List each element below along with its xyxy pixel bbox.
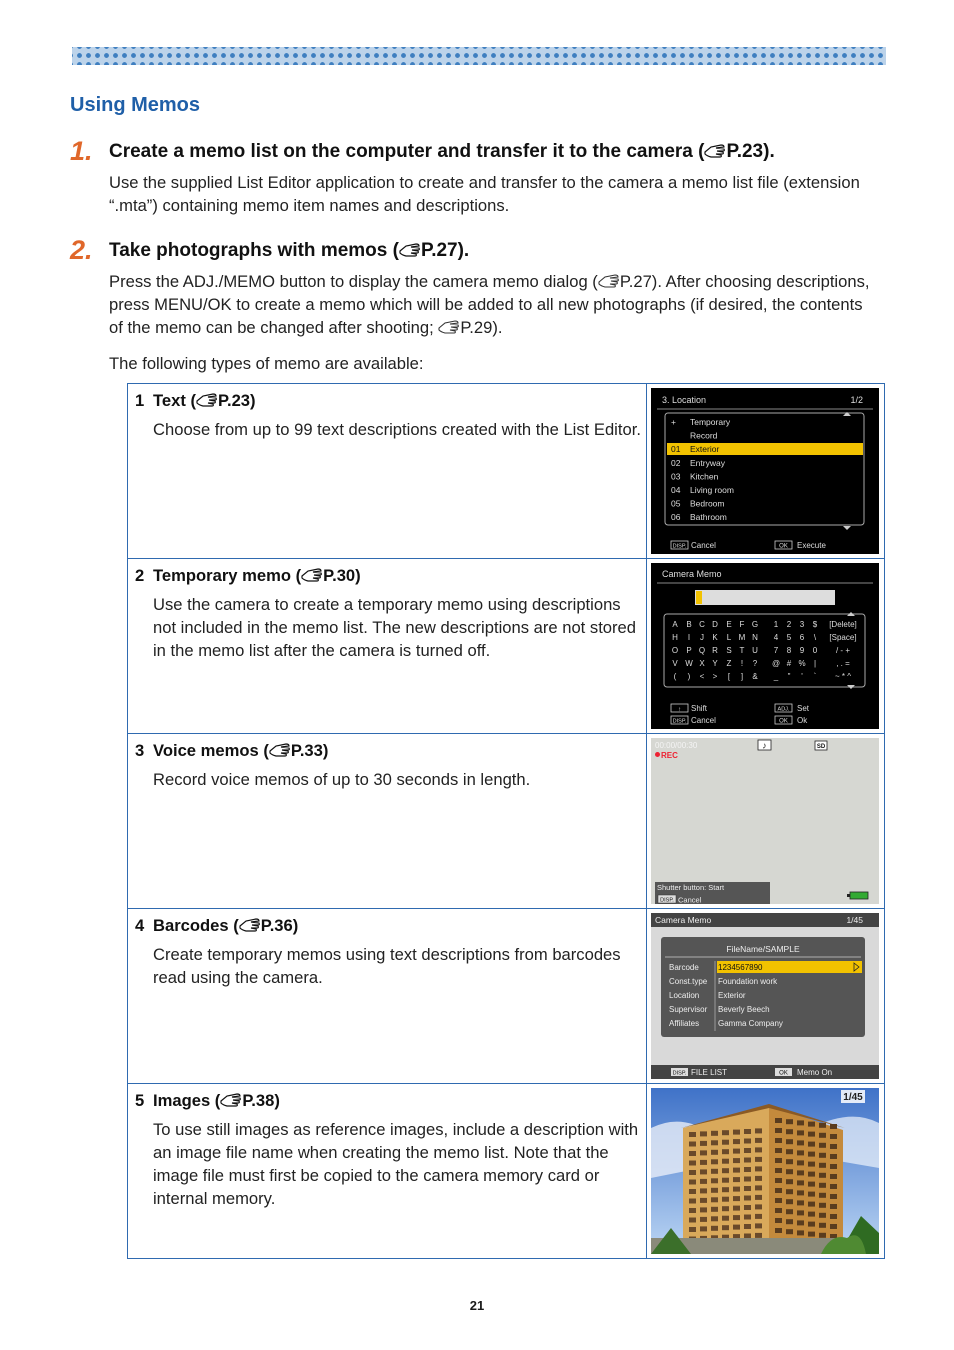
keyboard-key[interactable]: \ <box>814 633 817 642</box>
page-number: 21 <box>469 1298 485 1313</box>
memo-type-heading: 5 Images ( P.38) <box>135 1091 280 1110</box>
ok-label: Ok <box>797 716 808 725</box>
keyboard-key[interactable]: C <box>699 620 706 629</box>
memo-types-table <box>127 383 885 1259</box>
keyboard-key[interactable]: 4 <box>774 633 779 642</box>
memo-field-value[interactable]: Gamma Company <box>718 1019 784 1028</box>
reference-hand-icon <box>239 917 261 933</box>
cancel-label: Cancel <box>678 895 702 904</box>
screen-title: 3. Location <box>662 395 707 405</box>
image-counter: 1/45 <box>843 1092 864 1103</box>
memo-on-label: Memo On <box>797 1068 833 1077</box>
keyboard-key[interactable]: ] <box>741 672 744 681</box>
keyboard-key[interactable]: U <box>752 646 759 655</box>
text-cursor <box>696 591 702 604</box>
keyboard-key[interactable]: G <box>752 620 759 629</box>
reference-hand-icon <box>399 242 421 258</box>
keyboard-key[interactable]: W <box>685 659 694 668</box>
keyboard-key[interactable]: , . = <box>836 659 851 668</box>
keyboard-key[interactable]: 7 <box>774 646 779 655</box>
keyboard-key[interactable]: @ <box>772 659 781 668</box>
svg-text:DISP.: DISP. <box>660 897 675 904</box>
svg-text:OK: OK <box>779 543 789 550</box>
battery-icon <box>850 892 868 899</box>
memo-type-description: Choose from up to 99 text descriptions created with the List Editor. <box>153 420 641 439</box>
svg-text:♪: ♪ <box>762 740 768 751</box>
rec-indicator-icon <box>655 752 660 757</box>
memo-type-description: To use still images as reference images, include a description with an image file name when creating the memo list. Note that the image file must first be copied to the camera memory card or internal memory. <box>153 1120 639 1208</box>
memo-field-value[interactable]: Foundation work <box>718 977 778 986</box>
keyboard-key[interactable]: / - + <box>836 646 851 655</box>
reference-hand-icon <box>598 272 620 288</box>
keyboard-key[interactable]: 5 <box>787 633 792 642</box>
keyboard-key[interactable]: ! <box>741 659 744 668</box>
keyboard-key[interactable]: F <box>739 620 745 629</box>
svg-text:DISP.: DISP. <box>672 543 687 550</box>
memo-field-label: Supervisor <box>669 1005 708 1014</box>
shutter-hint: Shutter button: Start <box>657 883 725 892</box>
keyboard-key[interactable]: T <box>739 646 745 655</box>
list-item[interactable]: Exterior <box>690 444 720 455</box>
keyboard-key[interactable]: 1 <box>774 620 779 629</box>
keyboard-key[interactable]: E <box>726 620 732 629</box>
keyboard-key[interactable]: L <box>727 633 732 642</box>
memo-field-label: Location <box>669 991 700 1000</box>
reference-hand-icon <box>269 742 291 758</box>
memo-type-heading: 1 Text ( P.23) <box>135 391 256 410</box>
keyboard-key[interactable]: [Delete] <box>829 620 858 629</box>
step-1-body: Use the supplied List Editor application to create and transfer to the camera a memo list file (extension “.mta”) containing memo item names and descriptions. <box>109 173 860 215</box>
memo-type-description: Record voice memos of up to 30 seconds in length. <box>153 770 531 789</box>
step-2-number: 2. <box>70 235 93 265</box>
keyboard-key[interactable]: & <box>752 672 758 681</box>
screen-page-counter: 1/2 <box>850 395 864 405</box>
step-1-heading: Create a memo list on the computer and transfer it to the camera ( P.23). <box>109 141 775 162</box>
memo-field-label: Const.type <box>669 977 708 986</box>
memo-field-value[interactable]: 1234567890 <box>718 963 763 972</box>
memo-type-description: Use the camera to create a temporary memo using descriptions not included in the memo list. The new descriptions are not stored in the memo list after the camera is turned off. <box>153 595 637 660</box>
barcode-memo-screen <box>651 913 879 1079</box>
memo-types-intro: The following types of memo are available: <box>109 354 424 373</box>
keyboard-key[interactable]: X <box>699 659 705 668</box>
keyboard-key[interactable]: ' <box>801 672 804 681</box>
list-item-key[interactable]: 03 <box>671 471 681 482</box>
keyboard-key[interactable]: 8 <box>787 646 792 655</box>
keyboard-key[interactable]: " <box>787 672 791 681</box>
keyboard-key[interactable]: ) <box>687 672 691 681</box>
keyboard-key[interactable]: ? <box>753 659 758 668</box>
set-label: Set <box>797 704 810 713</box>
keyboard-key[interactable]: Q <box>699 646 706 655</box>
list-item-key[interactable]: 06 <box>671 512 681 523</box>
keyboard-key[interactable]: [Space] <box>829 633 857 642</box>
reference-hand-icon <box>438 318 460 334</box>
screen-title: Camera Memo <box>662 569 722 579</box>
building-illustration <box>681 1104 845 1248</box>
memo-field-label: Affiliates <box>669 1019 700 1028</box>
keyboard-key[interactable]: N <box>752 633 759 642</box>
memo-type-heading: 2 Temporary memo ( P.30) <box>135 566 361 585</box>
list-item[interactable]: Entryway <box>690 457 726 468</box>
list-item[interactable]: Living room <box>690 485 735 495</box>
svg-text:OK: OK <box>779 1070 789 1077</box>
screen-page-counter: 1/45 <box>846 915 864 925</box>
memo-type-heading: 3 Voice memos ( P.33) <box>135 741 329 760</box>
table-row <box>128 384 885 559</box>
keyboard-key[interactable]: 2 <box>787 620 792 629</box>
svg-text:SD: SD <box>817 744 826 750</box>
list-item-key[interactable]: 01 <box>671 444 681 455</box>
keyboard-key[interactable]: ~ * ^ <box>835 672 852 681</box>
shift-label: Shift <box>691 704 708 713</box>
keyboard-key[interactable]: K <box>712 633 718 642</box>
keyboard-key[interactable]: M <box>738 633 746 642</box>
keyboard-key[interactable]: ( <box>673 672 677 681</box>
step-2-heading: Take photographs with memos ( P.27). <box>109 240 470 261</box>
table-row <box>128 734 885 909</box>
keyboard-key[interactable]: | <box>814 659 817 668</box>
list-item[interactable]: Record <box>690 430 718 441</box>
memo-type-heading: 4 Barcodes ( P.36) <box>135 916 299 935</box>
list-item[interactable]: Bathroom <box>690 512 728 523</box>
keyboard-key[interactable]: $ <box>813 620 818 629</box>
section-title: Using Memos <box>70 94 201 116</box>
reference-hand-icon <box>220 1092 242 1108</box>
reference-hand-icon <box>196 392 218 408</box>
keyboard-key[interactable]: A <box>672 620 678 629</box>
list-item-key[interactable]: 05 <box>671 498 681 509</box>
keyboard-key[interactable]: I <box>688 633 691 642</box>
voice-memo-screen <box>651 738 879 904</box>
recording-timer: 00:00/00:30 <box>655 741 698 750</box>
keyboard-key[interactable]: D <box>712 620 719 629</box>
keyboard-key[interactable]: O <box>672 646 679 655</box>
table-row <box>128 909 885 1084</box>
svg-text:OK: OK <box>779 718 789 725</box>
list-item[interactable]: Kitchen <box>690 471 719 482</box>
memo-file-name: FileName/SAMPLE <box>726 944 800 954</box>
decorative-header-band <box>72 47 886 65</box>
keyboard-key[interactable]: J <box>700 633 705 642</box>
svg-text:↑: ↑ <box>678 707 682 713</box>
list-item[interactable]: Temporary <box>690 417 731 427</box>
keyboard-key[interactable]: % <box>798 659 806 668</box>
reference-hand-icon <box>704 143 726 159</box>
keyboard-key[interactable]: 9 <box>800 646 805 655</box>
list-item-key[interactable]: + <box>671 417 677 427</box>
execute-button-label: Execute <box>797 541 827 550</box>
reference-image-screen <box>651 1088 879 1254</box>
keyboard-key[interactable]: # <box>787 659 792 668</box>
file-list-label: FILE LIST <box>691 1068 728 1077</box>
memo-type-description: Create temporary memos using text descriptions from barcodes read using the camera. <box>153 945 621 987</box>
svg-text:DISP.: DISP. <box>672 1070 687 1077</box>
keyboard-key[interactable]: Z <box>726 659 732 668</box>
text-memo-list-screen <box>651 388 879 554</box>
keyboard-key[interactable]: 6 <box>800 633 805 642</box>
keyboard-key[interactable]: V <box>672 659 678 668</box>
keyboard-key[interactable]: < <box>699 672 705 681</box>
step-1-number: 1. <box>70 136 93 166</box>
keyboard-key[interactable]: S <box>726 646 732 655</box>
keyboard-key[interactable]: H <box>672 633 679 642</box>
list-item-key[interactable]: 02 <box>671 457 681 468</box>
memo-field-value[interactable]: Beverly Beech <box>718 1005 770 1014</box>
keyboard-key[interactable]: 0 <box>813 646 818 655</box>
svg-text:DISP.: DISP. <box>672 718 687 725</box>
screen-title: Camera Memo <box>655 915 712 925</box>
keyboard-key[interactable]: P <box>686 646 692 655</box>
table-row <box>128 1084 885 1259</box>
keyboard-key[interactable]: > <box>712 672 718 681</box>
keyboard-key[interactable]: [ <box>728 672 731 681</box>
list-item[interactable]: Bedroom <box>690 498 725 509</box>
keyboard-key[interactable]: B <box>686 620 692 629</box>
keyboard-key[interactable]: R <box>712 646 719 655</box>
keyboard-key[interactable]: ` <box>813 672 817 681</box>
svg-text:ADJ.: ADJ. <box>777 706 790 713</box>
cancel-label: Cancel <box>691 716 717 725</box>
keyboard-key[interactable]: 3 <box>800 620 805 629</box>
reference-hand-icon <box>301 567 323 583</box>
step-2-body: Press the ADJ./MEMO button to display the camera memo dialog ( P.27). After choosing descriptions, press MENU/OK to create a memo which will be added to all new photographs (if desired, the contents of the memo can be changed after shooting; P.29). <box>109 272 870 337</box>
table-row <box>128 559 885 734</box>
memo-field-label: Barcode <box>669 963 700 972</box>
cancel-button-label: Cancel <box>691 541 717 550</box>
rec-label: REC <box>661 751 679 760</box>
memo-text-input <box>695 590 835 605</box>
temporary-memo-keyboard-screen <box>651 563 879 729</box>
memo-field-value[interactable]: Exterior <box>718 991 746 1000</box>
list-item-key[interactable]: 04 <box>671 485 681 495</box>
keyboard-key[interactable]: _ <box>774 672 779 681</box>
keyboard-key[interactable]: Y <box>712 659 718 668</box>
